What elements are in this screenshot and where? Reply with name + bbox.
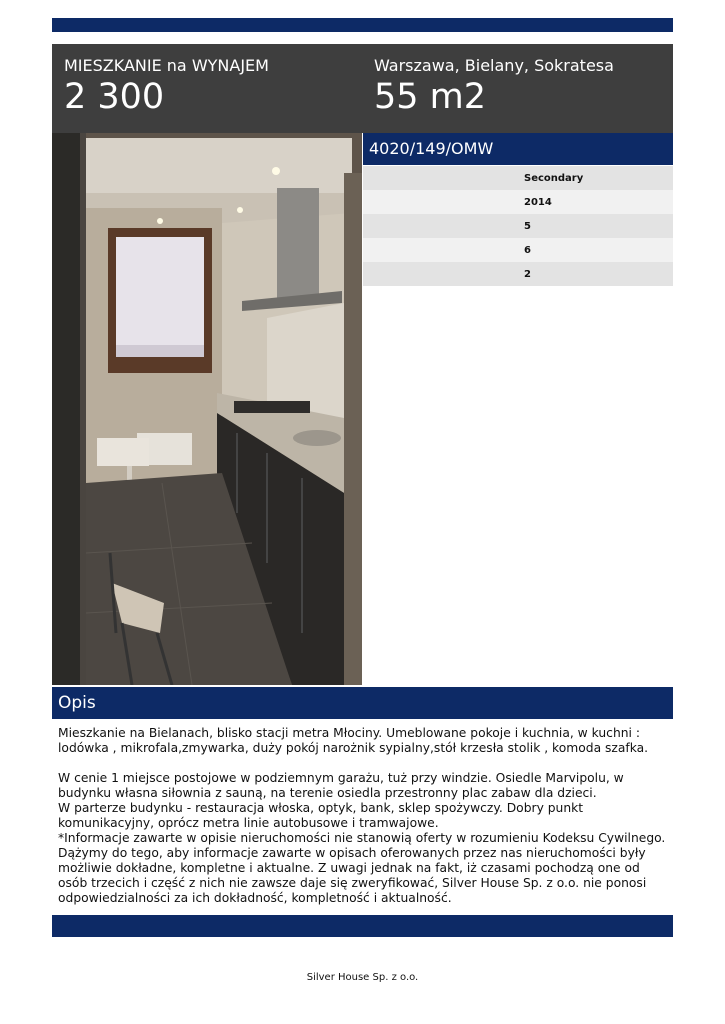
header-right (374, 56, 614, 117)
detail-row-rooms (363, 262, 673, 286)
top-decorative-bar (52, 18, 673, 32)
detail-value: 6 (524, 245, 531, 256)
bottom-decorative-bar (52, 915, 673, 937)
listing-header (52, 44, 673, 133)
detail-row-year (363, 190, 673, 214)
listing-type: MIESZKANIE na WYNAJEM (64, 56, 269, 75)
detail-row-floor (363, 214, 673, 238)
listing-location: Warszawa, Bielany, Sokratesa (374, 56, 614, 75)
detail-row-market (363, 166, 673, 190)
listing-price: 2 300 (64, 77, 165, 117)
description-text: Mieszkanie na Bielanach, blisko stacji metra Młociny. Umeblowane pokoje i kuchnia, w kuchni : lodówka , mikrofala,zmywarka, duży pokój narożnik sypialny,stół krzesła stolik , komoda szafka. W cenie 1 miejsce postojowe w podziemnym garażu, tuż przy windzie. Osiedle Marvipolu, w budynku własna siłownia z sauną, na terenie osiedla przestronny plac zabaw dla dzieci. W parterze budynku - restauracja włoska, optyk, bank, sklep spożywczy. Dobry punkt komunikacyjny, oprócz metra linie autobusowe i tramwajowe. *Informacje zawarte w opisie nieruchomości nie stanowią oferty w rozumieniu Kodeksu Cywilnego. Dążymy do tego, aby informacje zawarte w opisach oferowanych przez nas nieruchomości były możliwie dokładne, kompletne i aktualne. Z uwagi jednak na fakt, iż czasami pochodzą one od osób trzecich i część z nich nie zawsze daje się zweryfikować, Silver House Sp. z o.o. nie ponosi odpowiedzialności za ich dokładność, kompletność i aktualność. (58, 726, 666, 905)
detail-row-floors (363, 238, 673, 262)
listing-area: 55 m2 (374, 77, 487, 117)
reference-bar (363, 133, 673, 165)
kitchen-photo (52, 133, 362, 685)
reference-number: 4020/149/OMW (369, 139, 494, 158)
detail-value: Secondary (524, 173, 584, 184)
header-left (64, 56, 269, 117)
detail-value: 5 (524, 221, 531, 232)
description-heading: Opis (58, 693, 96, 713)
detail-value: 2 (524, 269, 531, 280)
footer-company: Silver House Sp. z o.o. (306, 972, 419, 983)
description-heading-bar (52, 687, 673, 719)
detail-value: 2014 (524, 197, 552, 208)
details-table (363, 166, 673, 286)
